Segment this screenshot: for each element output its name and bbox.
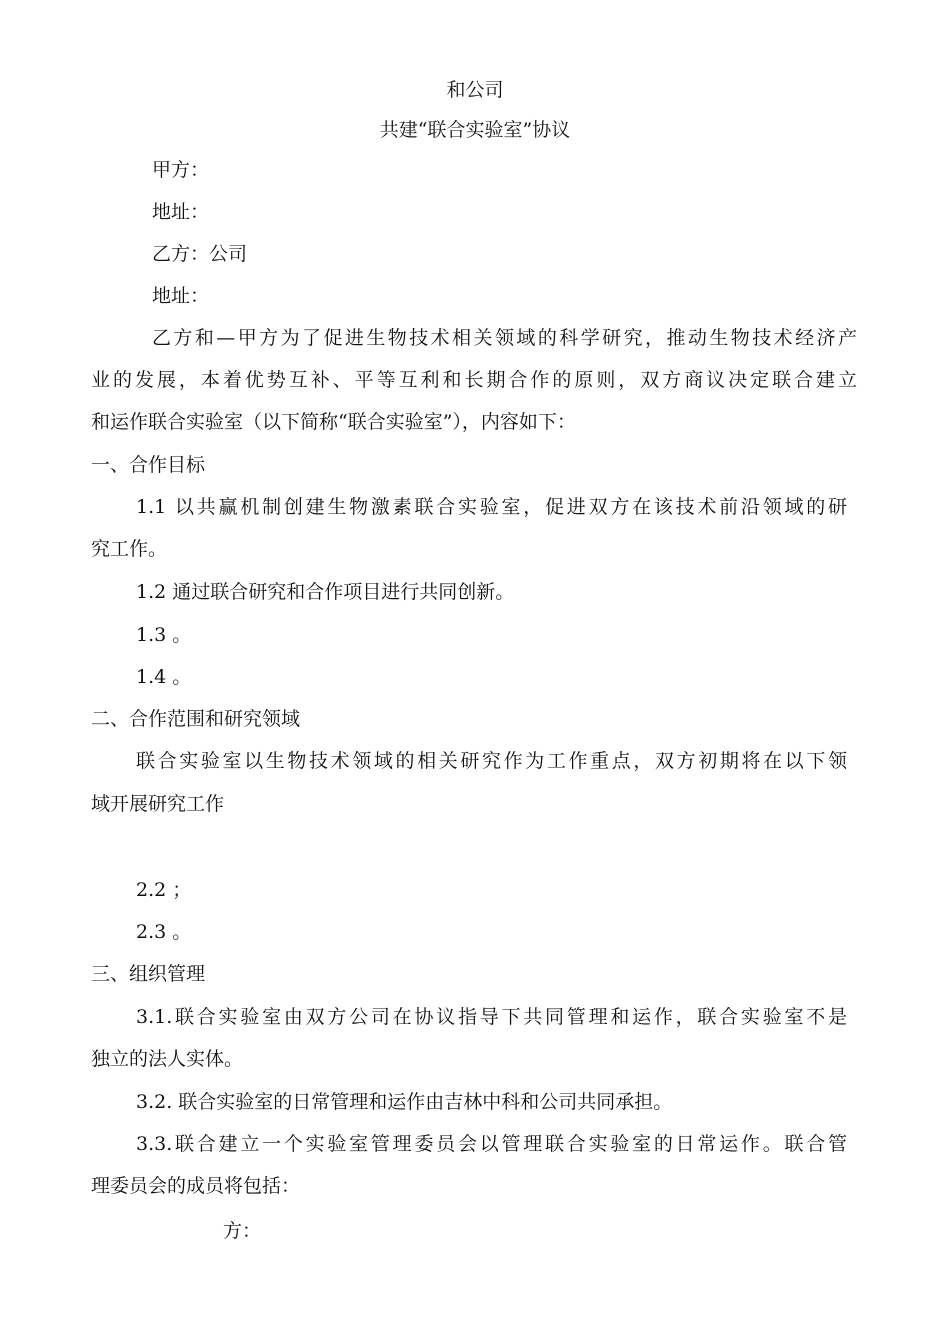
item-3-2: 3.2. 联合实验室的日常管理和运作由吉林中科和公司共同承担。 bbox=[136, 1091, 673, 1113]
item-3-3-line-2: 理委员会的成员将包括： bbox=[91, 1175, 301, 1197]
intro-line-1: 乙方和—甲方为了促进生物技术相关领域的科学研究，推动生物技术经济产 bbox=[152, 327, 857, 349]
title-line-2: 共建“联合实验室”协议 bbox=[379, 119, 571, 141]
party-a-address: 地址： bbox=[152, 201, 210, 223]
section3-heading: 三、组织管理 bbox=[91, 963, 206, 985]
item-1-4: 1.4 。 bbox=[136, 666, 192, 688]
item-3-1-line-1: 3.1.联合实验室由双方公司在协议指导下共同管理和运作，联合实验室不是 bbox=[136, 1006, 847, 1028]
party-b-address: 地址： bbox=[152, 285, 210, 307]
section2-body-line-1: 联合实验室以生物技术领域的相关研究作为工作重点，双方初期将在以下领 bbox=[136, 750, 847, 772]
item-1-3: 1.3 。 bbox=[136, 624, 192, 646]
title-line-1: 和公司 bbox=[446, 79, 504, 101]
item-2-3: 2.3 。 bbox=[136, 921, 192, 943]
intro-line-2: 业的发展，本着优势互补、平等互利和长期合作的原则，双方商议决定联合建立 bbox=[91, 369, 857, 391]
party-b-label: 乙方：公司 bbox=[152, 243, 248, 265]
item-1-2: 1.2 通过联合研究和合作项目进行共同创新。 bbox=[136, 581, 515, 603]
item-2-2: 2.2 ； bbox=[136, 879, 192, 901]
item-3-1-line-2: 独立的法人实体。 bbox=[91, 1048, 244, 1070]
item-1-1-line-2: 究工作。 bbox=[91, 538, 168, 560]
section2-heading: 二、合作范围和研究领域 bbox=[91, 708, 301, 730]
committee-member-label: 方： bbox=[223, 1220, 262, 1242]
item-1-1-line-1: 1.1 以共赢机制创建生物激素联合实验室，促进双方在该技术前沿领域的研 bbox=[136, 496, 847, 518]
section2-body-line-2: 域开展研究工作 bbox=[91, 793, 225, 815]
party-a-label: 甲方： bbox=[152, 159, 210, 181]
intro-line-3: 和运作联合实验室（以下简称“联合实验室”），内容如下： bbox=[91, 411, 576, 433]
section1-heading: 一、合作目标 bbox=[91, 454, 206, 476]
item-3-3-line-1: 3.3.联合建立一个实验室管理委员会以管理联合实验室的日常运作。联合管 bbox=[136, 1133, 847, 1155]
